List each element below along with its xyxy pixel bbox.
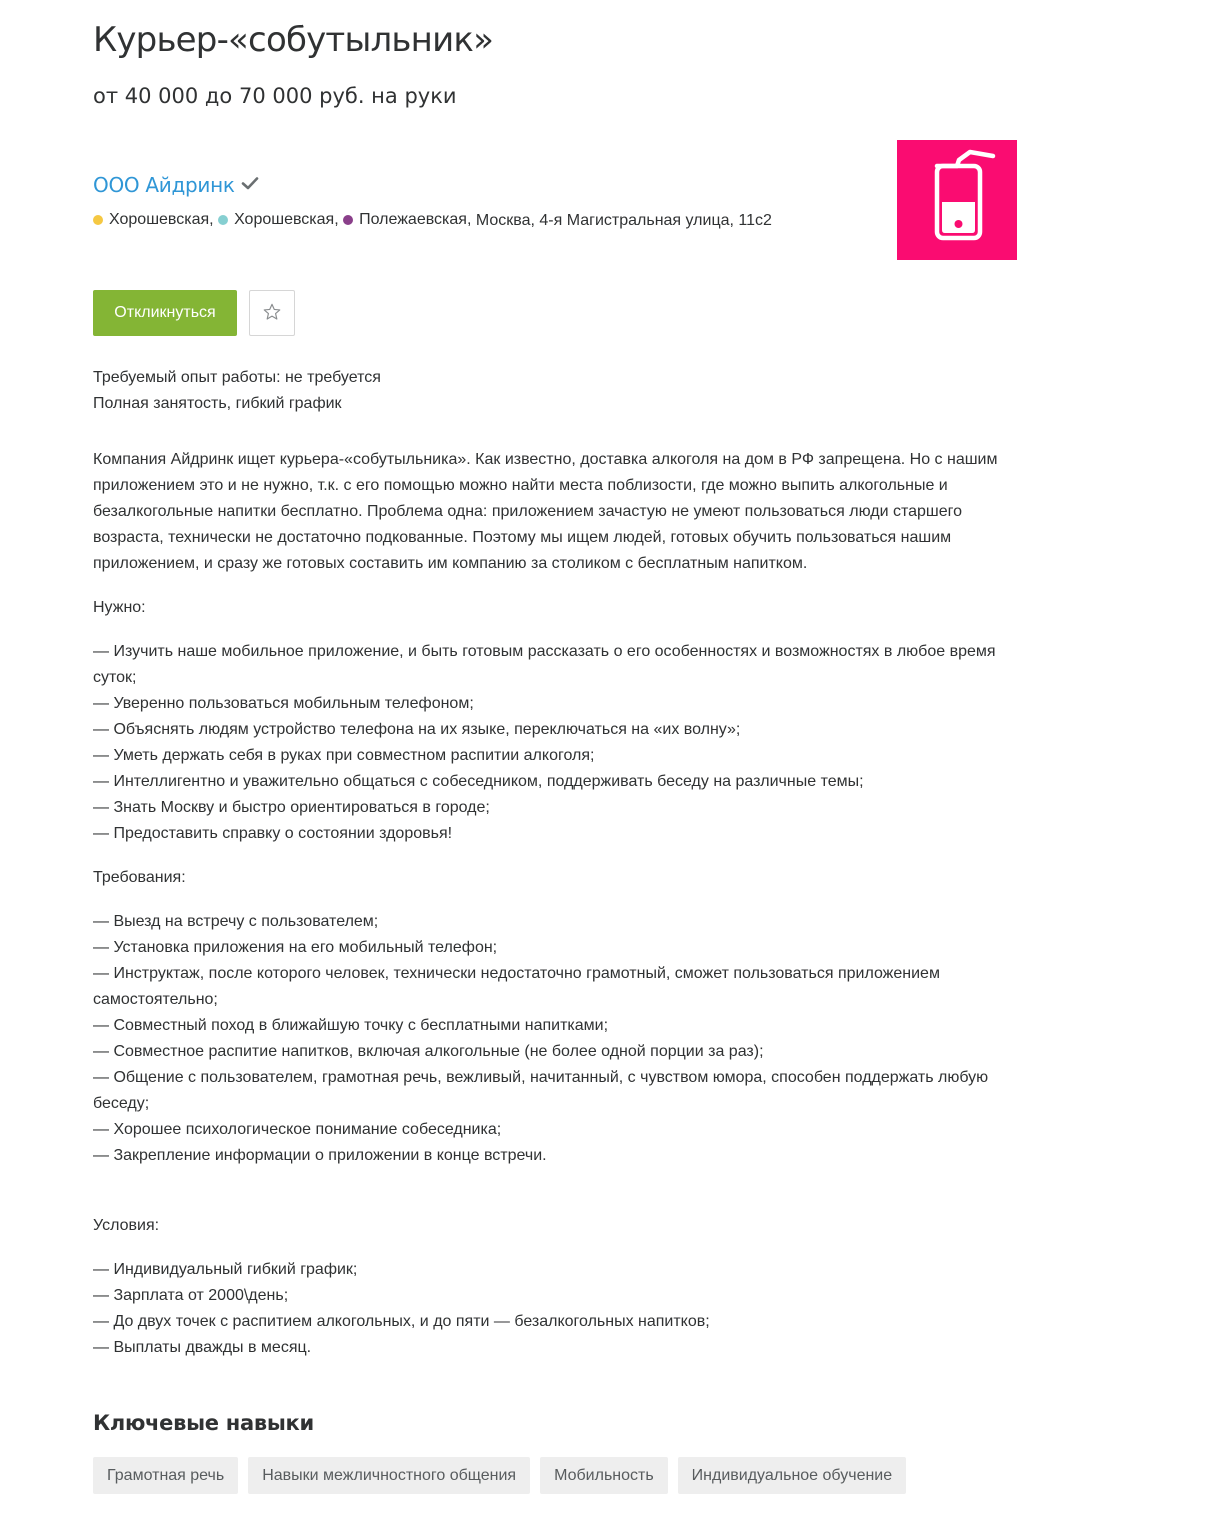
address-text: Москва, 4-я Магистральная улица, 11с2: [475, 212, 772, 229]
metro-name: Полежаевская,: [359, 211, 472, 228]
metro-name: Хорошевская,: [109, 211, 214, 228]
list-item: — Совместное распитие напитков, включая алкогольные (не более одной порции за раз);: [93, 1043, 764, 1060]
vacancy-title: Курьер-«собутыльник»: [93, 20, 494, 60]
metro-station: [93, 211, 214, 229]
list-item: — Знать Москву и быстро ориентироваться в городе;: [93, 799, 490, 816]
list-item: — Интеллигентно и уважительно общаться с собеседником, поддерживать беседу на различные темы;: [93, 773, 864, 790]
company-logo[interactable]: [897, 140, 1017, 260]
check-icon: [240, 175, 260, 196]
company-link[interactable]: ООО Айдринк: [93, 173, 235, 197]
list-item: — Уверенно пользоваться мобильным телефоном;: [93, 695, 474, 712]
list-item: — Закрепление информации о приложении в конце встречи.: [93, 1147, 547, 1164]
metro-dot: [343, 215, 353, 225]
list-item: — Предоставить справку о состоянии здоровья!: [93, 825, 453, 842]
list-item: — Выплаты дважды в месяц.: [93, 1339, 312, 1356]
skill-tag: Мобильность: [540, 1457, 668, 1494]
list-item: — Установка приложения на его мобильный телефон;: [93, 939, 498, 956]
needs-list: [93, 639, 1023, 847]
company-address: [93, 211, 772, 230]
terms-list: [93, 1257, 1023, 1361]
description-intro: Компания Айдринк ищет курьера-«собутыльника». Как известно, доставка алкоголя на дом в РФ запрещена. Но с нашим приложением это и не нужно, т.к. с его помощью можно найти места поблизости, где можно выпить алкогольные и безалкогольные напитки бесплатно. Проблема одна: приложением зачастую не умеют пользоваться люди старшего возраста, технически не достаточно подкованные. Поэтому мы ищем людей, готовых обучить пользоваться нашим приложением, и сразу же готовых составить им компанию за столиком с бесплатным напитком.: [93, 451, 998, 572]
experience-text: Требуемый опыт работы: не требуется: [93, 369, 381, 386]
needs-heading: Нужно:: [93, 599, 146, 616]
metro-dot: [93, 215, 103, 225]
list-item: — Объяснять людям устройство телефона на их языке, переключаться на «их волну»;: [93, 721, 741, 738]
glass-with-straw-icon: [897, 138, 1017, 263]
metro-station: [218, 211, 339, 229]
skill-tag: Навыки межличностного общения: [248, 1457, 530, 1494]
star-icon: [262, 302, 282, 325]
skills-list: [93, 1457, 906, 1494]
list-item: — Инструктаж, после которого человек, технически недостаточно грамотный, сможет пользоваться приложением самостоятельно;: [93, 965, 940, 1008]
list-item: — Выезд на встречу с пользователем;: [93, 913, 379, 930]
metro-name: Хорошевская,: [234, 211, 339, 228]
list-item: — Хорошее психологическое понимание собеседника;: [93, 1121, 502, 1138]
list-item: — Уметь держать себя в руках при совместном распитии алкоголя;: [93, 747, 595, 764]
company-block: [93, 173, 260, 197]
skill-tag: Индивидуальное обучение: [678, 1457, 906, 1494]
metro-station: [343, 211, 471, 229]
metro-dot: [218, 215, 228, 225]
vacancy-salary: от 40 000 до 70 000 руб. на руки: [93, 84, 457, 108]
employment-text: Полная занятость, гибкий график: [93, 395, 342, 412]
requirements-list: [93, 909, 1023, 1169]
terms-heading: Условия:: [93, 1217, 160, 1234]
skills-heading: Ключевые навыки: [93, 1411, 314, 1435]
list-item: — Общение с пользователем, грамотная речь, вежливый, начитанный, с чувством юмора, способен поддержать любую беседу;: [93, 1069, 989, 1112]
requirements-heading: Требования:: [93, 869, 186, 886]
list-item: — До двух точек с распитием алкогольных, и до пяти — безалкогольных напитков;: [93, 1313, 710, 1330]
respond-button[interactable]: Откликнуться: [93, 290, 237, 336]
list-item: — Индивидуальный гибкий график;: [93, 1261, 358, 1278]
list-item: — Зарплата от 2000\день;: [93, 1287, 289, 1304]
job-conditions: [93, 365, 1023, 417]
skill-tag: Грамотная речь: [93, 1457, 238, 1494]
list-item: — Изучить наше мобильное приложение, и быть готовым рассказать о его особенностях и возможностях в любое время суток;: [93, 643, 996, 686]
list-item: — Совместный поход в ближайшую точку с бесплатными напитками;: [93, 1017, 609, 1034]
favorite-button[interactable]: [249, 290, 295, 336]
